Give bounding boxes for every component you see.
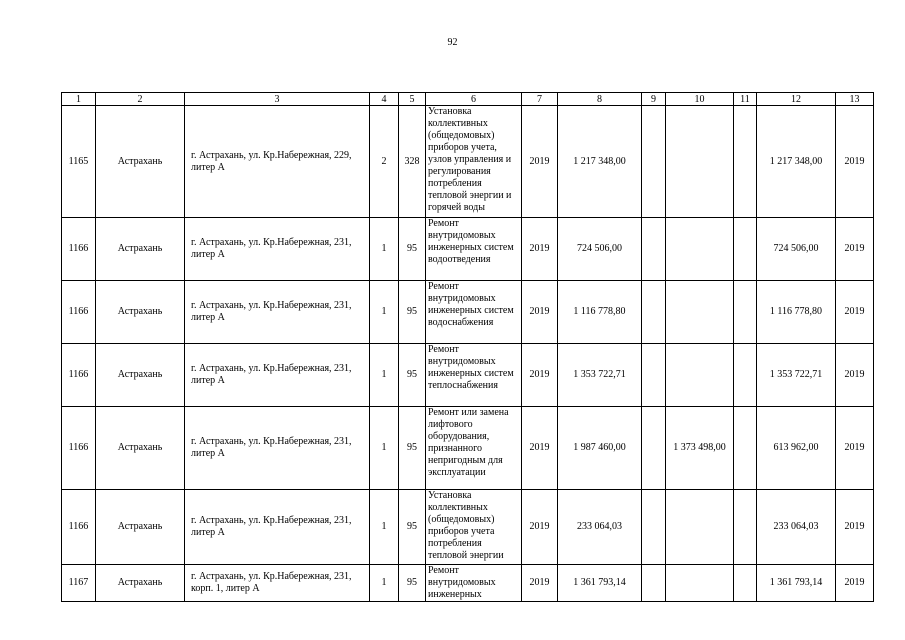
total-cost: 724 506,00 — [558, 218, 642, 281]
column-number: 11 — [734, 93, 757, 106]
cell-col12: 233 064,03 — [757, 490, 836, 565]
year: 2019 — [522, 281, 558, 344]
cell-col13: 2019 — [836, 565, 874, 602]
total-cost: 1 987 460,00 — [558, 407, 642, 490]
column-number: 5 — [399, 93, 426, 106]
table-row — [62, 565, 874, 602]
column-number: 1 — [62, 93, 96, 106]
cell-col5: 328 — [399, 106, 426, 218]
total-cost: 1 217 348,00 — [558, 106, 642, 218]
cell-col4: 2 — [370, 106, 399, 218]
cell-col10: 1 373 498,00 — [666, 407, 734, 490]
address: г. Астрахань, ул. Кр.Набережная, 231, литер А — [185, 218, 370, 281]
cell-col5: 95 — [399, 281, 426, 344]
address: г. Астрахань, ул. Кр.Набережная, 231, литер А — [185, 344, 370, 407]
cell-col4: 1 — [370, 407, 399, 490]
cell-col11 — [734, 490, 757, 565]
cell-col5: 95 — [399, 218, 426, 281]
column-number: 13 — [836, 93, 874, 106]
total-cost: 1 116 778,80 — [558, 281, 642, 344]
year: 2019 — [522, 565, 558, 602]
cell-col11 — [734, 281, 757, 344]
municipality: Астрахань — [96, 490, 185, 565]
municipality: Астрахань — [96, 281, 185, 344]
year: 2019 — [522, 106, 558, 218]
cell-col9 — [642, 106, 666, 218]
cell-col13: 2019 — [836, 344, 874, 407]
register-table — [61, 92, 874, 602]
row-number: 1166 — [62, 218, 96, 281]
column-number: 2 — [96, 93, 185, 106]
cell-col5: 95 — [399, 565, 426, 602]
cell-col5: 95 — [399, 490, 426, 565]
table-row — [62, 218, 874, 281]
year: 2019 — [522, 344, 558, 407]
cell-col4: 1 — [370, 344, 399, 407]
municipality: Астрахань — [96, 106, 185, 218]
address: г. Астрахань, ул. Кр.Набережная, 231, корп. 1, литер А — [185, 565, 370, 602]
cell-col4: 1 — [370, 218, 399, 281]
cell-col4: 1 — [370, 490, 399, 565]
cell-col12: 1 361 793,14 — [757, 565, 836, 602]
cell-col12: 1 353 722,71 — [757, 344, 836, 407]
column-number: 12 — [757, 93, 836, 106]
column-number: 3 — [185, 93, 370, 106]
cell-col9 — [642, 490, 666, 565]
cell-col13: 2019 — [836, 407, 874, 490]
year: 2019 — [522, 218, 558, 281]
column-number: 6 — [426, 93, 522, 106]
row-number: 1167 — [62, 565, 96, 602]
row-number: 1165 — [62, 106, 96, 218]
cell-col5: 95 — [399, 407, 426, 490]
municipality: Астрахань — [96, 565, 185, 602]
cell-col12: 1 116 778,80 — [757, 281, 836, 344]
work-type: Ремонт или замена лифтового оборудования, признанного непригодным для эксплуатации — [426, 407, 522, 490]
address: г. Астрахань, ул. Кр.Набережная, 231, литер А — [185, 407, 370, 490]
address: г. Астрахань, ул. Кр.Набережная, 231, литер А — [185, 490, 370, 565]
cell-col9 — [642, 565, 666, 602]
cell-col4: 1 — [370, 281, 399, 344]
column-number: 10 — [666, 93, 734, 106]
total-cost: 1 353 722,71 — [558, 344, 642, 407]
cell-col13: 2019 — [836, 218, 874, 281]
cell-col10 — [666, 218, 734, 281]
work-type: Ремонт внутридомовых инженерных систем водоотведения — [426, 218, 522, 281]
cell-col11 — [734, 407, 757, 490]
work-type: Ремонт внутридомовых инженерных — [426, 565, 522, 602]
cell-col12: 613 962,00 — [757, 407, 836, 490]
cell-col10 — [666, 565, 734, 602]
column-number: 7 — [522, 93, 558, 106]
row-number: 1166 — [62, 407, 96, 490]
table-row — [62, 407, 874, 490]
year: 2019 — [522, 490, 558, 565]
table-row — [62, 490, 874, 565]
cell-col4: 1 — [370, 565, 399, 602]
municipality: Астрахань — [96, 344, 185, 407]
municipality: Астрахань — [96, 407, 185, 490]
municipality: Астрахань — [96, 218, 185, 281]
total-cost: 1 361 793,14 — [558, 565, 642, 602]
cell-col13: 2019 — [836, 106, 874, 218]
year: 2019 — [522, 407, 558, 490]
column-number: 4 — [370, 93, 399, 106]
row-number: 1166 — [62, 344, 96, 407]
cell-col10 — [666, 106, 734, 218]
column-number-row — [62, 93, 874, 106]
cell-col11 — [734, 565, 757, 602]
cell-col11 — [734, 344, 757, 407]
cell-col13: 2019 — [836, 490, 874, 565]
cell-col12: 724 506,00 — [757, 218, 836, 281]
work-type: Установка коллективных (общедомовых) приборов учета потребления тепловой энергии — [426, 490, 522, 565]
row-number: 1166 — [62, 490, 96, 565]
cell-col9 — [642, 344, 666, 407]
cell-col10 — [666, 344, 734, 407]
work-type: Ремонт внутридомовых инженерных систем водоснабжения — [426, 281, 522, 344]
cell-col10 — [666, 490, 734, 565]
cell-col9 — [642, 281, 666, 344]
cell-col9 — [642, 407, 666, 490]
work-type: Установка коллективных (общедомовых) приборов учета, узлов управления и регулирования потребления тепловой энергии и горячей воды — [426, 106, 522, 218]
address: г. Астрахань, ул. Кр.Набережная, 231, литер А — [185, 281, 370, 344]
work-type: Ремонт внутридомовых инженерных систем теплоснабжения — [426, 344, 522, 407]
table-row — [62, 344, 874, 407]
cell-col11 — [734, 218, 757, 281]
column-number: 8 — [558, 93, 642, 106]
cell-col13: 2019 — [836, 281, 874, 344]
column-number: 9 — [642, 93, 666, 106]
cell-col11 — [734, 106, 757, 218]
page-number: 92 — [447, 37, 458, 48]
cell-col12: 1 217 348,00 — [757, 106, 836, 218]
address: г. Астрахань, ул. Кр.Набережная, 229, литер А — [185, 106, 370, 218]
table-row — [62, 281, 874, 344]
row-number: 1166 — [62, 281, 96, 344]
cell-col9 — [642, 218, 666, 281]
table-row — [62, 106, 874, 218]
total-cost: 233 064,03 — [558, 490, 642, 565]
cell-col5: 95 — [399, 344, 426, 407]
cell-col10 — [666, 281, 734, 344]
